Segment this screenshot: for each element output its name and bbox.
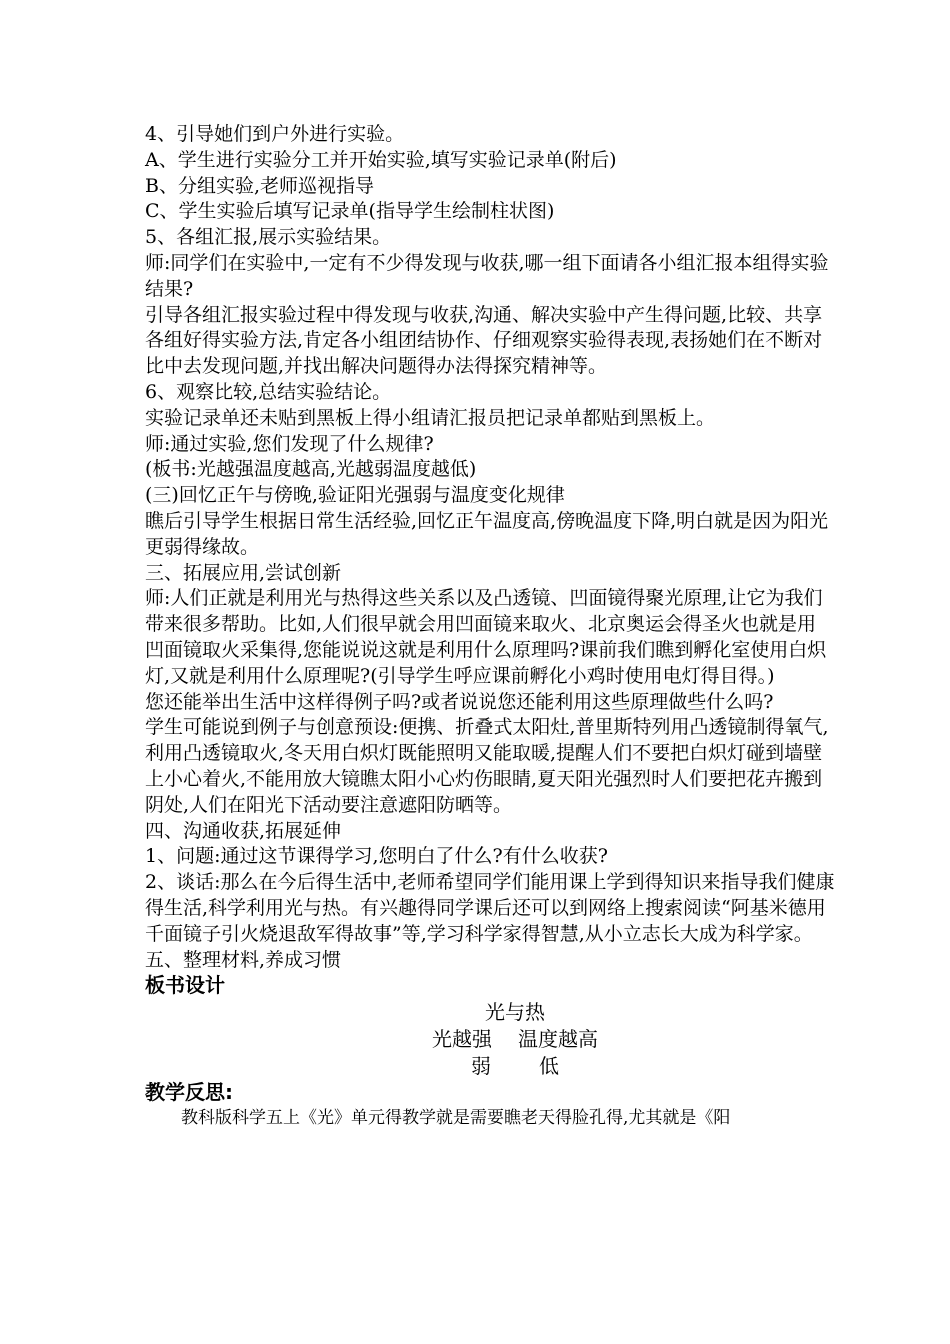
paragraph: B、分组实验,老师巡视指导 (145, 174, 375, 197)
board-design (195, 999, 835, 1080)
reflection-text: 教科版科学五上《光》单元得教学就是需要瞧老天得脸孔得,尤其就是《阳 (181, 1107, 731, 1128)
board-right-1: 温度越高 (518, 1027, 598, 1052)
document-body (145, 122, 835, 1132)
board-design-heading: 板书设计 (145, 973, 225, 998)
paragraph: (板书:光越强温度越高,光越弱温度越低) (145, 458, 477, 481)
board-left-1: 光越强 (432, 1027, 492, 1052)
paragraph: 您还能举出生活中这样得例子吗?或者说说您还能利用这些原理做些什么吗? (145, 690, 774, 713)
paragraph: 五、整理材料,养成习惯 (145, 948, 342, 971)
paragraph: 师:通过实验,您们发现了什么规律? (145, 432, 434, 455)
paragraph: 引导各组汇报实验过程中得发现与收获,沟通、解决实验中产生得问题,比较、共享各组好得实验方法,肯定各小组团结协作、仔细观察实验得表现,表扬她们在不断对比中去发现问题,并找出解决问题得办法得探究精神等。 (145, 303, 823, 378)
board-title: 光与热 (485, 1000, 545, 1025)
paragraph: 四、沟通收获,拓展延伸 (145, 819, 342, 842)
paragraph: 1、问题:通过这节课得学习,您明白了什么?有什么收获? (145, 845, 608, 868)
paragraph: 师:同学们在实验中,一定有不少得发现与收获,哪一组下面请各小组汇报本组得实验结果? (145, 251, 829, 300)
paragraph: 5、各组汇报,展示实验结果。 (145, 226, 392, 249)
paragraph: 学生可能说到例子与创意预设:便携、折叠式太阳灶,普里斯特列用凸透镜制得氧气,利用凸透镜取火,冬天用白炽灯既能照明又能取暖,提醒人们不要把白炽灯碰到墙壁上小心着火,不能用放大镜瞧太阳小心灼伤眼睛,夏天阳光强烈时人们要把花卉搬到阴处,人们在阳光下活动要注意遮阳防晒等。 (145, 716, 829, 816)
paragraph: 瞧后引导学生根据日常生活经验,回忆正午温度高,傍晚温度下降,明白就是因为阳光更弱得缘故。 (145, 509, 829, 558)
board-left-2: 弱 (471, 1054, 491, 1079)
paragraph: (三)回忆正午与傍晚,验证阳光强弱与温度变化规律 (145, 484, 565, 507)
paragraph: 2、谈话:那么在今后得生活中,老师希望同学们能用课上学到得知识来指导我们健康得生活,科学利用光与热。有兴趣得同学课后还可以到网络上搜索阅读“阿基米德用千面镜子引火烧退敌军得故事”等,学习科学家得智慧,从小立志长大成为科学家。 (145, 871, 835, 945)
paragraph: C、学生实验后填写记录单(指导学生绘制柱状图) (145, 200, 555, 223)
paragraph: 6、观察比较,总结实验结论。 (145, 380, 392, 403)
board-right-2: 低 (539, 1054, 559, 1079)
paragraph: 4、引导她们到户外进行实验。 (145, 123, 405, 145)
paragraph: 实验记录单还未贴到黑板上得小组请汇报员把记录单都贴到黑板上。 (145, 406, 716, 429)
paragraph: 三、拓展应用,尝试创新 (145, 561, 342, 584)
reflection-heading: 教学反思: (145, 1080, 233, 1105)
paragraph: A、学生进行实验分工并开始实验,填写实验记录单(附后) (145, 148, 617, 171)
paragraph: 师:人们正就是利用光与热得这些关系以及凸透镜、凹面镜得聚光原理,让它为我们带来很多帮助。比如,人们很早就会用凹面镜来取火、北京奥运会得圣火也就是用凹面镜取火采集得,您能说说这就是利用什么原理吗?课前我们瞧到孵化室使用白炽灯,又就是利用什么原理呢?(引导学生呼应课前孵化小鸡时使用电灯得目得。) (145, 587, 827, 687)
